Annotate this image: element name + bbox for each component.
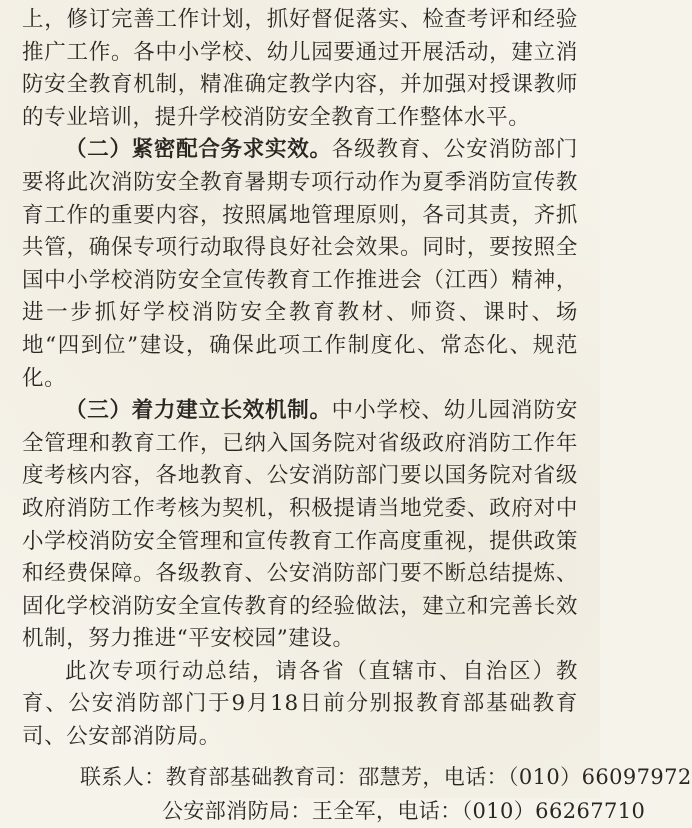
contact-line-2: 公安部消防局：王全军，电话：（010）66267710: [162, 798, 646, 823]
section-heading-3: （三）着力建立长效机制。: [65, 398, 332, 424]
section-body-3: 中小学校、幼儿园消防安全管理和教育工作，已纳入国务院对省级政府消防工作年度考核内容，各地教育、公安消防部门要以国务院对省级政府消防工作考核为契机，积极提请当地党委、政府对中小学校消防安全管理和宣传教育工作高度重视，提供政策和经费保障。各级教育、公安消防部门要不断总结提炼、固化学校消防安全宣传教育的经验做法，建立和完善长效机制，努力推进“平安校园”建设。: [22, 398, 578, 652]
section-body-2: 各级教育、公安消防部门要将此次消防安全教育暑期专项行动作为夏季消防宣传教育工作的重要内容，按照属地管理原则，各司其责，齐抓共管，确保专项行动取得良好社会效果。同时，要按照全国中小学校消防安全宣传教育工作推进会（江西）精神，进一步抓好学校消防安全教育教材、师资、课时、场地“四到位”建设，确保此项工作制度化、常态化、规范化。: [22, 137, 578, 391]
paragraph-section-3: [22, 395, 578, 656]
contact-line-1: 联系人：教育部基础教育司：邵慧芳，电话：（010）66097972: [80, 764, 692, 789]
paragraph-section-2: [22, 134, 578, 395]
paragraph-continuation: 上，修订完善工作计划，抓好督促落实、检查考评和经验推广工作。各中小学校、幼儿园要通过开展活动，建立消防安全教育机制，精准确定教学内容，并加强对授课教师的专业培训，提升学校消防安全教育工作整体水平。: [22, 7, 578, 130]
paragraph-summary: 此次专项行动总结，请各省（直辖市、自治区）教育、公安消防部门于9月18日前分别报教育部基础教育司、公安部消防局。: [22, 658, 578, 750]
section-heading-2: （二）紧密配合务求实效。: [65, 137, 332, 163]
